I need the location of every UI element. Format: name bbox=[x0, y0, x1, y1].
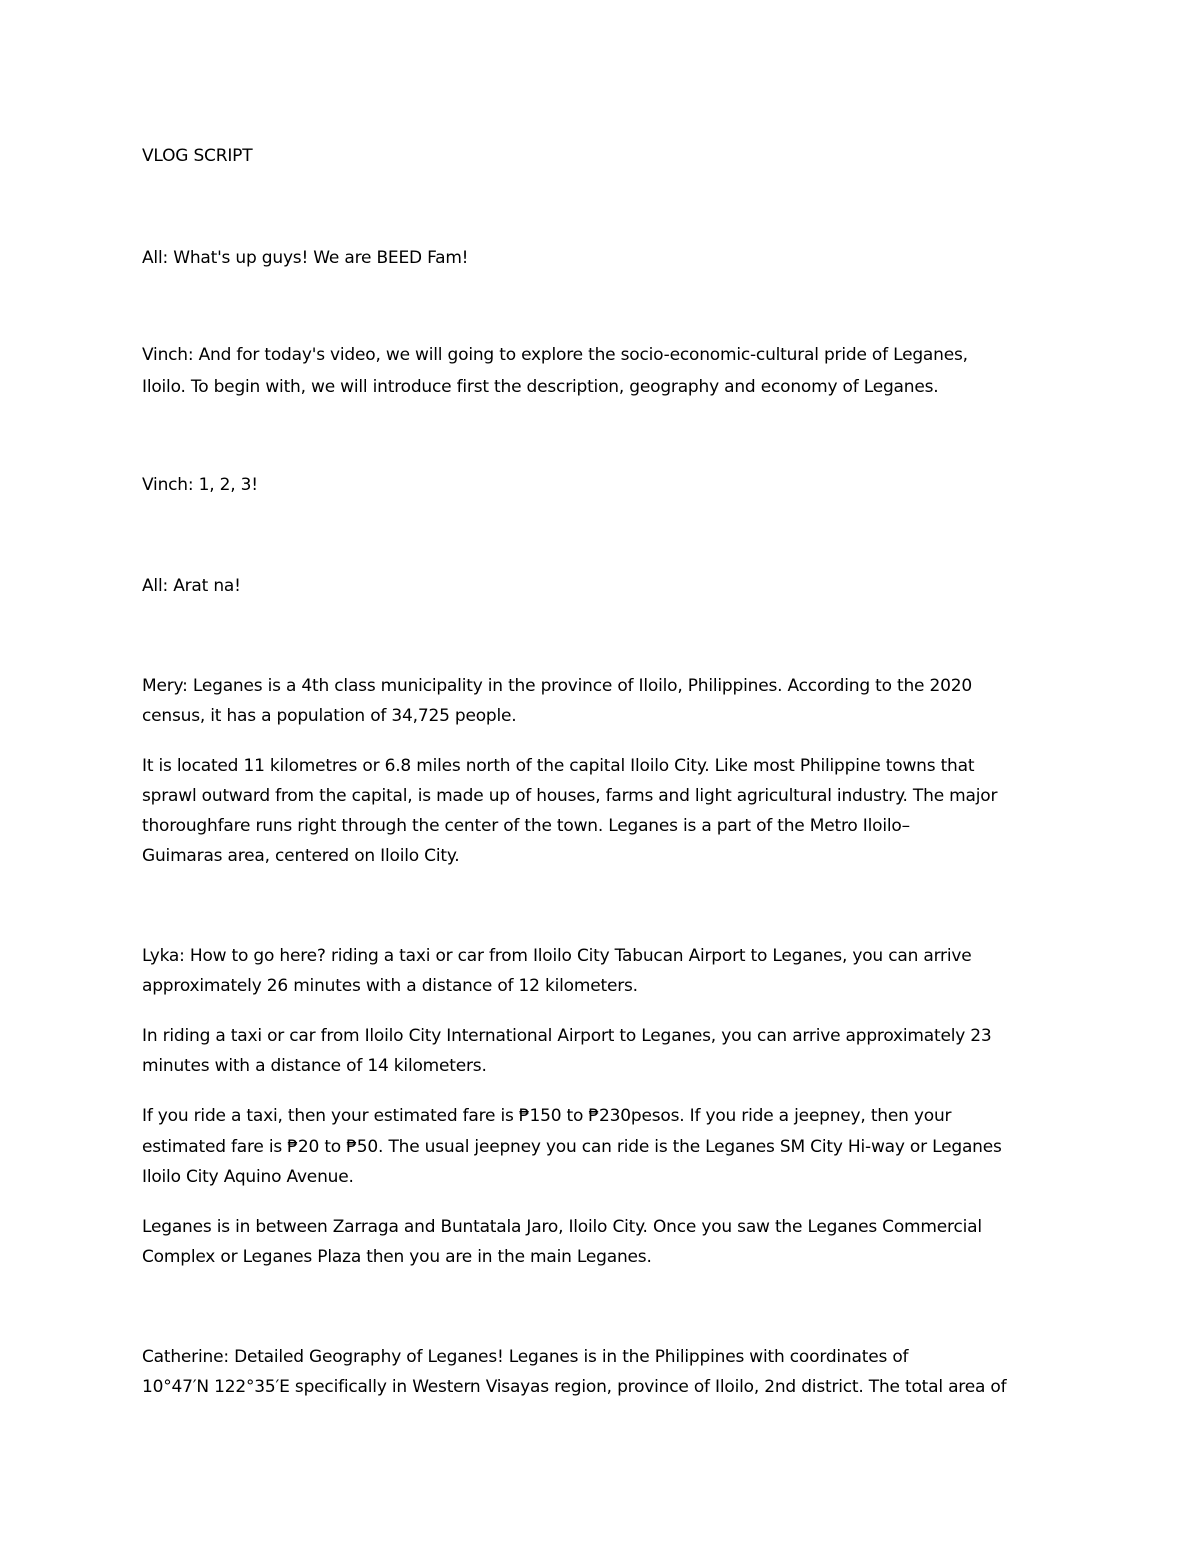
script-line: Iloilo City Aquino Avenue. bbox=[142, 1167, 354, 1187]
script-line: In riding a taxi or car from Iloilo City International Airport to Leganes, you can arrive approximately 23 bbox=[142, 1026, 992, 1046]
script-line: Complex or Leganes Plaza then you are in the main Leganes. bbox=[142, 1247, 652, 1267]
script-line: If you ride a taxi, then your estimated fare is ₱150 to ₱230pesos. If you ride a jeepney, then your bbox=[142, 1106, 952, 1126]
script-line: Mery: Leganes is a 4th class municipality in the province of Iloilo, Philippines. According to the 2020 bbox=[142, 676, 972, 696]
script-line: All: Arat na! bbox=[142, 576, 241, 596]
script-line: Lyka: How to go here? riding a taxi or car from Iloilo City Tabucan Airport to Leganes, you can arrive bbox=[142, 946, 972, 966]
script-line: census, it has a population of 34,725 people. bbox=[142, 706, 517, 726]
script-line: Vinch: And for today's video, we will going to explore the socio-economic-cultural pride of Leganes, bbox=[142, 345, 968, 365]
script-line: Guimaras area, centered on Iloilo City. bbox=[142, 846, 460, 866]
script-line: thoroughfare runs right through the center of the town. Leganes is a part of the Metro Iloilo– bbox=[142, 816, 910, 836]
script-line: minutes with a distance of 14 kilometers. bbox=[142, 1056, 487, 1076]
script-line: It is located 11 kilometres or 6.8 miles north of the capital Iloilo City. Like most Philippine towns that bbox=[142, 756, 975, 776]
script-line: Catherine: Detailed Geography of Leganes! Leganes is in the Philippines with coordinates of bbox=[142, 1347, 909, 1367]
script-line: Iloilo. To begin with, we will introduce first the description, geography and economy of Leganes. bbox=[142, 377, 939, 397]
script-line: sprawl outward from the capital, is made up of houses, farms and light agricultural industry. The major bbox=[142, 786, 998, 806]
script-line: All: What's up guys! We are BEED Fam! bbox=[142, 248, 469, 268]
script-line: 10°47′N 122°35′E specifically in Western Visayas region, province of Iloilo, 2nd district. The total area of bbox=[142, 1377, 1007, 1397]
script-line: approximately 26 minutes with a distance of 12 kilometers. bbox=[142, 976, 638, 996]
script-line: Leganes is in between Zarraga and Buntatala Jaro, Iloilo City. Once you saw the Leganes Commercial bbox=[142, 1217, 982, 1237]
script-line: estimated fare is ₱20 to ₱50. The usual jeepney you can ride is the Leganes SM City Hi-way or Leganes bbox=[142, 1137, 1002, 1157]
document-title: VLOG SCRIPT bbox=[142, 146, 253, 166]
script-line: Vinch: 1, 2, 3! bbox=[142, 475, 258, 495]
